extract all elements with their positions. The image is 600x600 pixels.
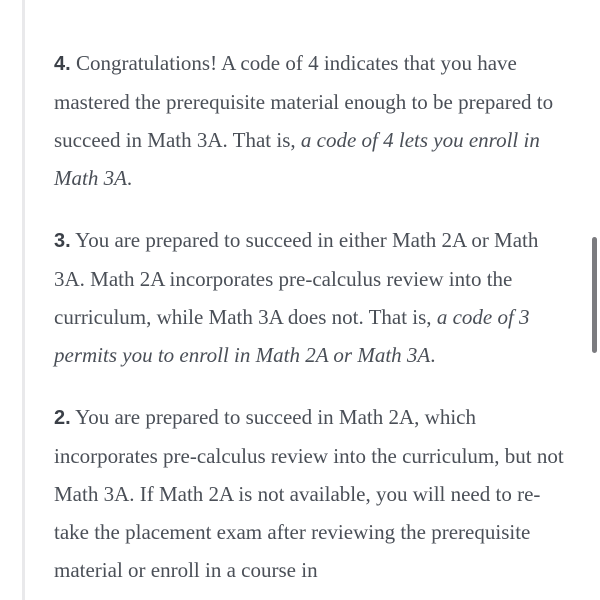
paragraph-number: 4. xyxy=(54,53,71,75)
paragraph-number: 3. xyxy=(54,230,71,252)
left-border-rule xyxy=(22,0,25,600)
paragraph-emphasis: a code of 3 permits you to enroll in Math 2A or Math 3A xyxy=(54,305,530,367)
paragraph-tail: . xyxy=(430,343,436,367)
vertical-scrollbar[interactable] xyxy=(592,237,597,353)
paragraph-code-2 xyxy=(54,398,574,589)
paragraph-code-3 xyxy=(54,221,574,374)
paragraph-tail: . xyxy=(126,166,133,190)
paragraph-number: 2. xyxy=(54,407,71,429)
paragraph-text: Congratulations! A code of 4 indicates that you have mastered the prerequisite material enough to be prepared to succeed in Math 3A. That is, xyxy=(54,51,554,152)
article-content xyxy=(54,44,574,600)
paragraph-text: You are prepared to succeed in Math 2A, which incorporates pre-calculus review into the curriculum, but not Math 3A. If Math 2A is not available, you will need to re-take the placement exam after reviewing the prerequisite material or enroll in a course in xyxy=(54,405,564,582)
paragraph-code-4 xyxy=(54,44,574,197)
paragraph-emphasis: a code of 4 lets you enroll in Math 3A xyxy=(54,128,540,190)
paragraph-text: You are prepared to succeed in either Math 2A or Math 3A. Math 2A incorporates pre-calculus review into the curriculum, while Math 3A does not. That is, xyxy=(54,228,539,329)
